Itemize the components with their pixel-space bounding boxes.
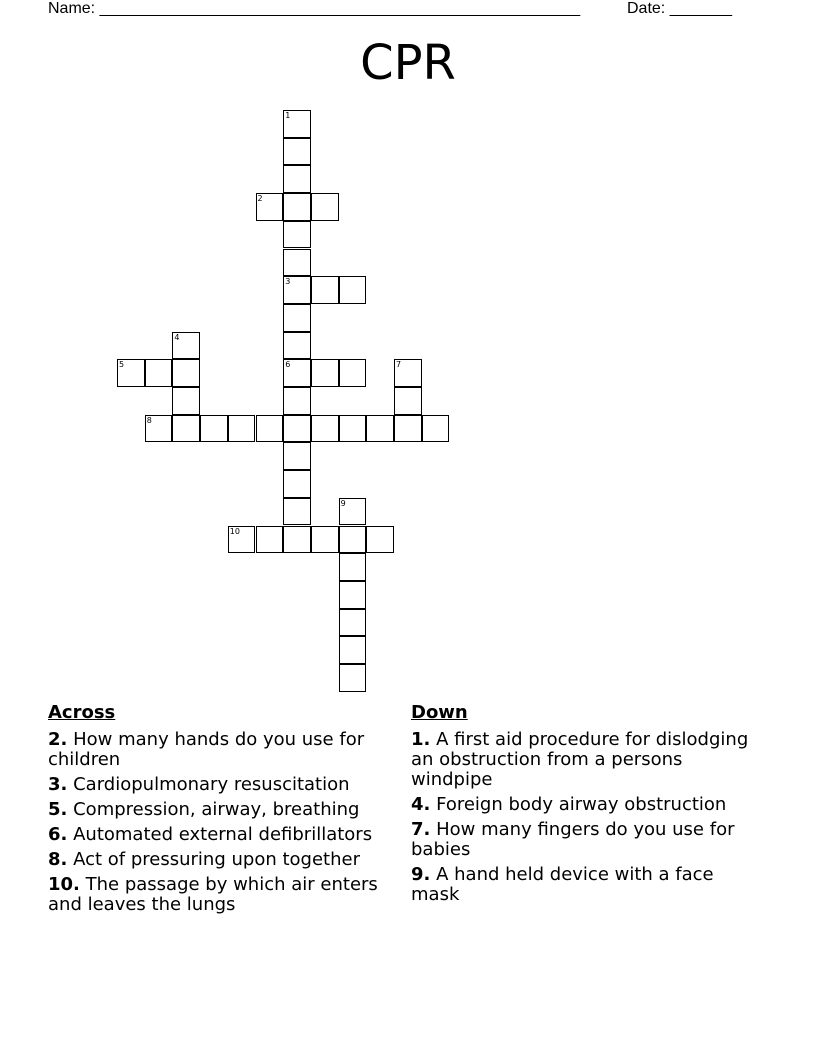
crossword-cell[interactable] xyxy=(172,359,200,387)
crossword-cell[interactable] xyxy=(145,415,173,443)
crossword-cell[interactable] xyxy=(311,276,339,304)
clue-number: 3. xyxy=(48,774,68,795)
down-clues xyxy=(411,702,751,910)
crossword-cell[interactable] xyxy=(283,498,311,526)
clue-number: 7. xyxy=(411,819,431,840)
crossword-cell[interactable] xyxy=(311,415,339,443)
crossword-cell[interactable] xyxy=(283,304,311,332)
clue-down-7 xyxy=(411,820,751,860)
crossword-cell[interactable] xyxy=(339,526,367,554)
crossword-cell[interactable] xyxy=(172,332,200,360)
clue-across-8 xyxy=(48,850,400,870)
crossword-cell[interactable] xyxy=(228,415,256,443)
page-title: CPR xyxy=(360,35,456,91)
crossword-cell[interactable] xyxy=(311,359,339,387)
crossword-cell[interactable] xyxy=(283,138,311,166)
clue-text: Foreign body airway obstruction xyxy=(436,794,727,815)
crossword-cell[interactable] xyxy=(339,636,367,664)
clue-number: 4. xyxy=(411,794,431,815)
crossword-cell[interactable] xyxy=(283,526,311,554)
crossword-cell[interactable] xyxy=(283,442,311,470)
crossword-cell[interactable] xyxy=(283,470,311,498)
crossword-cell[interactable] xyxy=(256,193,284,221)
crossword-cell[interactable] xyxy=(339,415,367,443)
crossword-cell[interactable] xyxy=(283,249,311,277)
crossword-cell[interactable] xyxy=(200,415,228,443)
crossword-cell[interactable] xyxy=(394,359,422,387)
clue-text: How many fingers do you use for babies xyxy=(411,819,735,860)
crossword-cell[interactable] xyxy=(339,359,367,387)
crossword-cell[interactable] xyxy=(339,581,367,609)
cell-number: 3 xyxy=(285,277,291,287)
clue-text: The passage by which air enters and leaves the lungs xyxy=(48,874,378,915)
cell-number: 8 xyxy=(146,415,152,425)
clue-text: A first aid procedure for dislodging an obstruction from a persons windpipe xyxy=(411,729,749,790)
clue-number: 1. xyxy=(411,729,431,750)
clue-text: Automated external defibrillators xyxy=(73,824,373,845)
date-field-label: Date: _______ xyxy=(627,0,732,17)
crossword-cell[interactable] xyxy=(283,165,311,193)
crossword-cell[interactable] xyxy=(256,415,284,443)
clue-text: Cardiopulmonary resuscitation xyxy=(73,774,350,795)
crossword-cell[interactable] xyxy=(283,193,311,221)
clue-down-9 xyxy=(411,865,751,905)
clue-number: 6. xyxy=(48,824,68,845)
clue-across-3 xyxy=(48,775,400,795)
crossword-cell[interactable] xyxy=(172,387,200,415)
crossword-cell[interactable] xyxy=(339,553,367,581)
across-clues xyxy=(48,702,400,920)
crossword-cell[interactable] xyxy=(339,664,367,692)
crossword-cell[interactable] xyxy=(311,526,339,554)
clue-across-2 xyxy=(48,730,400,770)
crossword-cell[interactable] xyxy=(422,415,450,443)
clue-number: 10. xyxy=(48,874,80,895)
clue-across-10 xyxy=(48,875,400,915)
crossword-cell[interactable] xyxy=(172,415,200,443)
cell-number: 6 xyxy=(285,360,291,370)
cell-number: 9 xyxy=(340,498,346,508)
cell-number: 5 xyxy=(119,360,125,370)
cell-number: 7 xyxy=(396,360,402,370)
crossword-cell[interactable] xyxy=(283,110,311,138)
crossword-cell[interactable] xyxy=(394,415,422,443)
cell-number: 4 xyxy=(174,332,180,342)
clue-down-1 xyxy=(411,730,751,790)
crossword-cell[interactable] xyxy=(117,359,145,387)
clue-text: Compression, airway, breathing xyxy=(73,799,360,820)
cell-number: 2 xyxy=(257,194,263,204)
crossword-cell[interactable] xyxy=(394,387,422,415)
clue-number: 2. xyxy=(48,729,68,750)
clue-across-5 xyxy=(48,800,400,820)
crossword-cell[interactable] xyxy=(228,526,256,554)
clue-number: 9. xyxy=(411,864,431,885)
crossword-cell[interactable] xyxy=(366,526,394,554)
crossword-cell[interactable] xyxy=(283,332,311,360)
across-heading: Across xyxy=(48,702,116,723)
crossword-cell[interactable] xyxy=(311,193,339,221)
clue-text: How many hands do you use for children xyxy=(48,729,365,770)
cell-number: 10 xyxy=(229,526,240,536)
crossword-cell[interactable] xyxy=(256,526,284,554)
down-heading: Down xyxy=(411,702,468,723)
clue-text: Act of pressuring upon together xyxy=(73,849,360,870)
crossword-cell[interactable] xyxy=(339,276,367,304)
clue-text: A hand held device with a face mask xyxy=(411,864,714,905)
crossword-cell[interactable] xyxy=(283,276,311,304)
cell-number: 1 xyxy=(285,111,291,120)
clue-number: 5. xyxy=(48,799,68,820)
crossword-cell[interactable] xyxy=(145,359,173,387)
crossword-cell[interactable] xyxy=(283,415,311,443)
clue-down-4 xyxy=(411,795,751,815)
crossword-cell[interactable] xyxy=(283,221,311,249)
crossword-cell[interactable] xyxy=(339,609,367,637)
crossword-cell[interactable] xyxy=(339,498,367,526)
crossword-cell[interactable] xyxy=(366,415,394,443)
crossword-cell[interactable] xyxy=(283,387,311,415)
clue-number: 8. xyxy=(48,849,68,870)
crossword-cell[interactable] xyxy=(283,359,311,387)
clue-across-6 xyxy=(48,825,400,845)
name-field-label: Name: ______________________________________________________ xyxy=(48,0,581,17)
